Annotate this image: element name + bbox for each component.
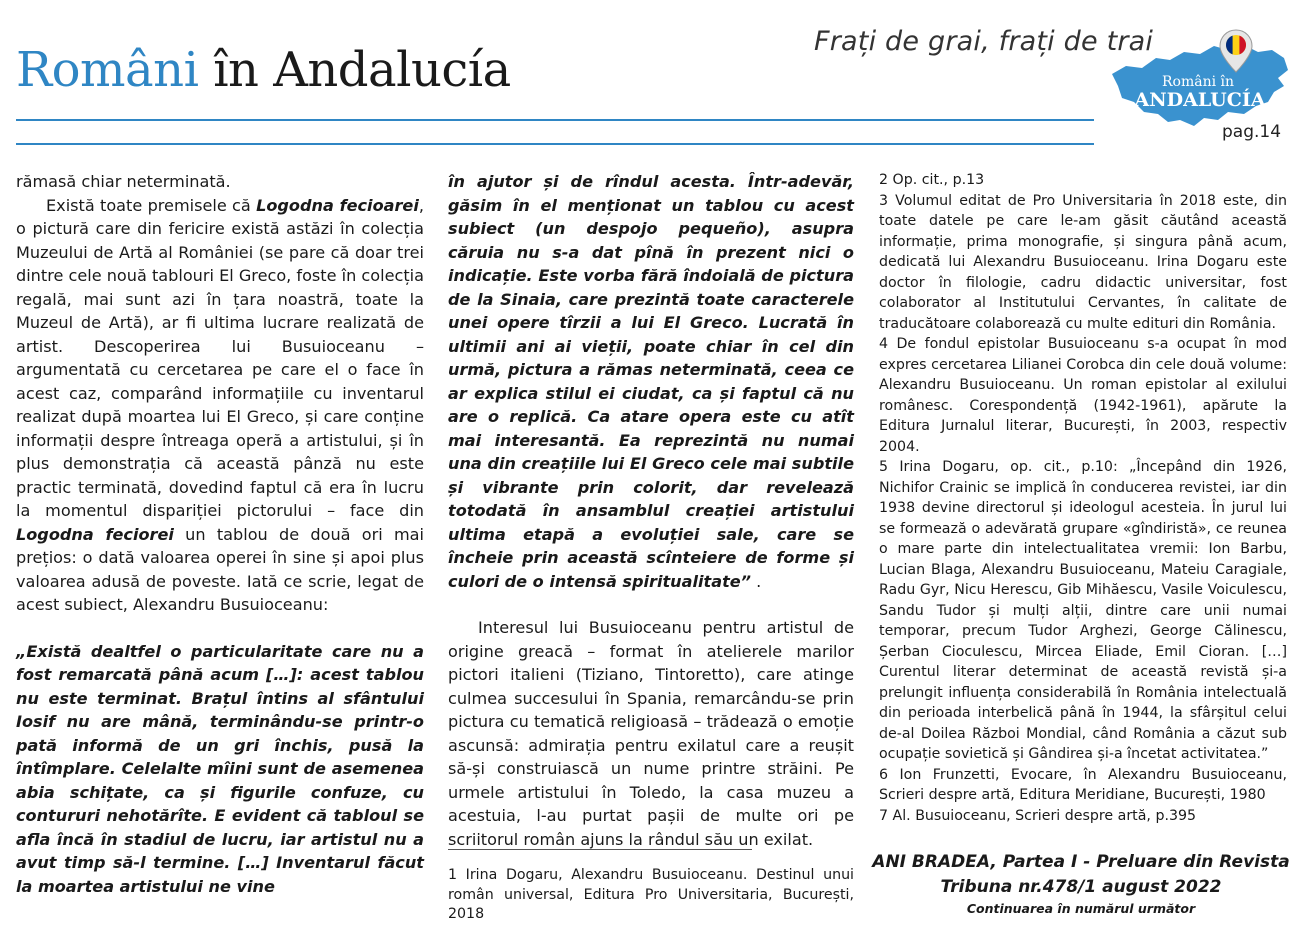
- page-number: pag.14: [1222, 122, 1282, 142]
- continuation-note: Continuarea în numărul următor: [966, 901, 1196, 916]
- paragraph: Există toate premisele că Logodna fecioarei, o pictură care din fericire există astăzi în colecția Muzeului de Artă al României (se pare că doar trei dintre cele nouă tablouri El Greco, foste în colecția regală, mai sunt azi în țara noastră, toate la Muzeul de Artă), ar fi ultima lucrare realizată de artist. Descoperirea lui Busuioceanu – argumentată cu cercetarea pe care el o face în acest caz, comparând informațiile cu inventarul realizat după moartea lui El Greco, și care conține informații despre întreaga operă a artistului, și în plus demonstrația că această pânză nu este practic terminată, dovedind faptul că era în lucru la momentul dispariției pictorului – face din Logodna feciorei un tablou de două ori mai prețios: o dată valoarea operei în sine și apoi plus valoarea adusă de poveste. Iată ce scrie, legat de acest subiect, Alexandru Busuioceanu:: [16, 195, 425, 614]
- masthead-title: [16, 42, 511, 98]
- masthead-title-romani: Români: [16, 42, 199, 98]
- logo-text-line2: ANDALUCÍA: [1134, 89, 1266, 111]
- footnote: 5 Irina Dogaru, op. cit., p.10: „Începând din 1926, Nichifor Crainic se implică în conducerea revistei, iar din 1938 devine directorul și ideologul acesteia. În jurul lui se formează o adevărată grupare «gîndiristă», ce reunea o mare parte din intelectualitatea vremii: Ion Barbu, Lucian Blaga, Alexandru Busuioceanu, Mateiu Caragiale, Radu Gyr, Nicu Herescu, Gib Mihăescu, Vasile Voiculescu, Sandu Tudor și mulți alții, dintre care unii numai temporar, precum Tudor Arghezi, George Călinescu, Șerban Cioculescu, Mircea Eliade, Emil Cioran. […] Curentul literar determinat de această revistă și-a prelungit influența considerabilă în România intelectuală din perioada interbelică până în 1944, la sfârșitul celui de-al Doilea Război Mondial, când România a căzut sub ocupație sovietică și Gândirea și-a încetat activitatea.”: [879, 459, 1287, 762]
- footnote: 4 De fondul epistolar Busuioceanu s-a ocupat în mod expres cercetarea Lilianei Corobca din cele două volume: Alexandru Busuioceanu. Un roman epistolar al exilului românesc. Corespondență (1942-1961), apărute la Editura Jurnalul literar, București, în 2003, respectiv 2004.: [879, 336, 1287, 455]
- footnotes-column: [879, 170, 1287, 826]
- article-column-2: [448, 170, 854, 851]
- footnote-divider: [448, 849, 752, 850]
- quote-paragraph: în ajutor și de rîndul acesta. Într-adevăr, găsim în el menționat un tablou cu acest subiect (un despojo pequeño), asupra căruia nu s-a dat pînă în prezent nici o indicație. Este vorba fără îndoială de pictura de la Sinaia, care prezintă toate caracterele unei opere tîrzii a lui El Greco. Lucrată în ultimii ani ai vieții, poate chiar în cel din urmă, pictura a rămas neterminată, ceea ce ar explica stilul ei ciudat, ca și faptul că nu are o replică. Ca atare opera este cu atît mai interesantă. Ea reprezintă nu numai una din creațiile lui El Greco cele mai subtile și vibrante prin colorit, dar revelează totodată în ansamblul creației artistului ultima etapă a evoluției sale, care se încheie prin această scînteiere de forme și culori de o intensă spiritualitate” .: [448, 172, 854, 591]
- article-column-1: [16, 170, 424, 898]
- slogan: Frați de grai, frați de trai: [814, 26, 1154, 57]
- masthead-title-andalucia: în Andalucía: [198, 42, 511, 98]
- source-reference: Tribuna nr.478/1 august 2022: [940, 877, 1222, 897]
- paragraph: rămasă chiar neterminată.: [16, 172, 231, 191]
- artwork-title: Logodna fecioarei: [256, 195, 419, 215]
- artwork-title: Logodna feciorei: [16, 524, 174, 544]
- quote-paragraph: „Există dealtfel o particularitate care nu a fost remarcată până acum […]: acest tablou nu este terminat. Brațul întins al sfântului Iosif nu are mână, terminându-se printr-o pată informă de un gri închis, pusă la întîmplare. Celelalte mîini sunt de asemenea abia schițate, ca și figurile confuze, cu contururi nehotărîte. E evident că tabloul se afla încă în stadiul de lucru, iar artistul nu a avut timp să-l termine. […] Inventarul făcut la moartea artistului ne vine: [16, 641, 424, 896]
- paragraph: Interesul lui Busuioceanu pentru artistul de origine greacă – format în atelierele marilor pictori italieni (Tiziano, Tintoretto), care atinge culmea succesului în Spania, remarcându-se prin pictura cu tematică religioasă – trădează o emoție ascunsă: admirația pentru exilatul care a reușit să-și construiască un nume printre străini. Pe urmele artistului în Toledo, la casa muzeu a acestuia, l-au purtat pașii de multe ori pe scriitorul român ajuns la rândul său un exilat.: [448, 618, 854, 849]
- footnote-1: 1 Irina Dogaru, Alexandru Busuioceanu. Destinul unui român universal, Editura Pro Universitaria, București, 2018: [448, 867, 854, 922]
- footnote: 2 Op. cit., p.13: [879, 172, 985, 188]
- footnote: 7 Al. Busuioceanu, Scrieri despre artă, p.395: [879, 807, 1197, 824]
- footnote: 3 Volumul editat de Pro Universitaria în 2018 este, din toate datele pe care le-am găsit căutând această informație, prima monografie, și singura până acum, dedicată lui Alexandru Busuioceanu. Irina Dogaru este doctor în filologie, cadru didactic universitar, fost colaborator al Institutului Cervantes, în calitate de traducătoare colaborează cu multe edituri din România.: [879, 192, 1287, 332]
- author-signature: ANI BRADEA, Partea I - Preluare din Revista: [872, 852, 1290, 872]
- andalucia-map-logo: [1108, 28, 1292, 132]
- logo-text-line1: Români în: [1161, 74, 1235, 90]
- footnote: 6 Ion Frunzetti, Evocare, în Alexandru Busuioceanu, Scrieri despre artă, Editura Meridiane, București, 1980: [879, 766, 1287, 803]
- header-rule-top: [16, 119, 1094, 121]
- header-rule-bottom: [16, 143, 1094, 145]
